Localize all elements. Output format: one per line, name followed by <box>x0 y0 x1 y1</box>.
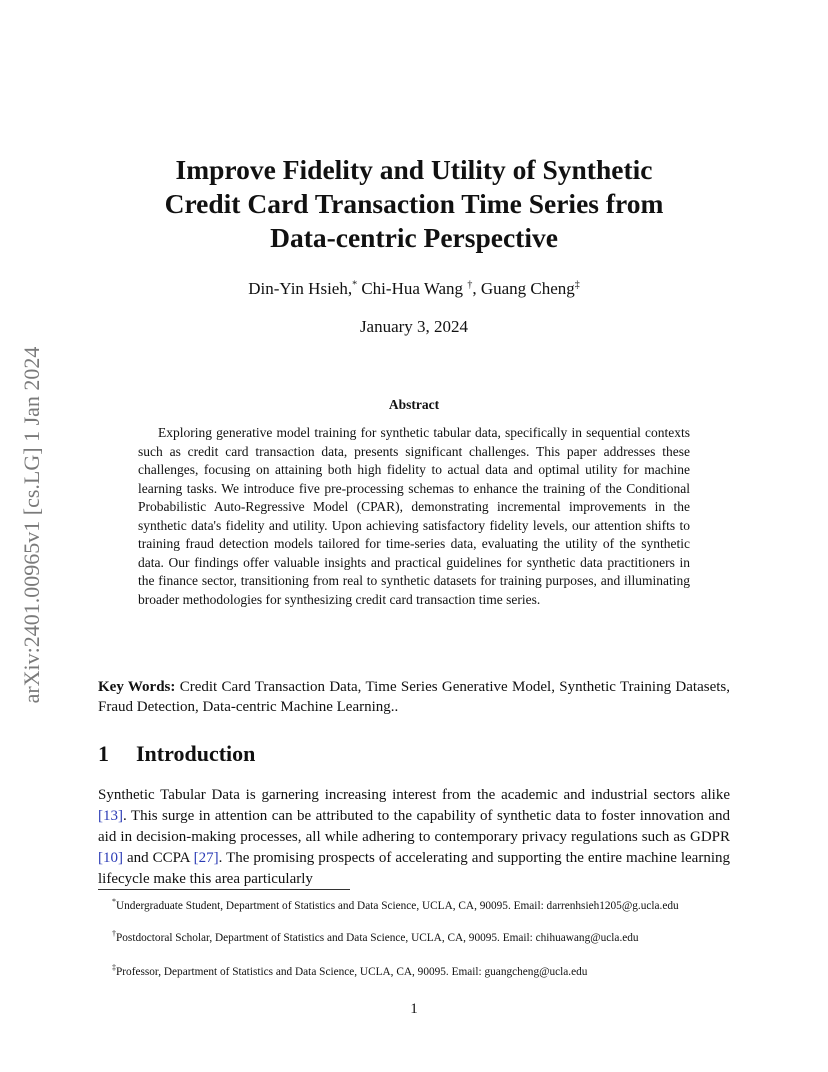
paper-title <box>98 153 730 255</box>
body-text: and CCPA <box>123 850 194 866</box>
section-heading <box>98 741 255 767</box>
footnote-text: Undergraduate Student, Department of Statistics and Data Science, UCLA, CA, 90095. Email: darrenhsieh1205@g.ucla.edu <box>116 899 679 912</box>
title-line: Data-centric Perspective <box>270 222 558 253</box>
footnote-text: Professor, Department of Statistics and Data Science, UCLA, CA, 90095. Email: guangcheng@ucla.edu <box>116 965 588 978</box>
author-name: Chi-Hua Wang <box>357 279 468 298</box>
body-text: . This surge in attention can be attributed to the capability of synthetic data to foster innovation and aid in decision-making processes, all while adhering to contemporary privacy regulations such as GDPR <box>98 808 730 845</box>
footnote-mark: * <box>112 897 116 906</box>
author-footnote-mark: † <box>467 279 473 291</box>
author-list <box>98 279 730 299</box>
paper-date: January 3, 2024 <box>359 317 469 336</box>
citation-link[interactable]: [10] <box>98 850 123 866</box>
intro-paragraph <box>98 785 730 890</box>
footnote <box>98 960 730 980</box>
author-footnote-mark: * <box>352 279 358 291</box>
citation-link[interactable]: [13] <box>98 808 123 824</box>
footnote-divider <box>98 889 350 890</box>
title-line: Improve Fidelity and Utility of Synthetic <box>175 154 653 185</box>
keywords-text: Credit Card Transaction Data, Time Series Generative Model, Synthetic Training Datasets, Fraud Detection, Data-centric Machine Learning.. <box>98 679 730 715</box>
body-text: Synthetic Tabular Data is garnering increasing interest from the academic and industrial sectors alike <box>98 787 730 803</box>
title-line: Credit Card Transaction Time Series from <box>164 188 664 219</box>
footnote <box>98 894 730 914</box>
section-number: 1 <box>98 741 109 766</box>
footnote <box>98 926 730 946</box>
keywords <box>98 677 730 717</box>
keywords-label: Key Words: <box>98 679 176 695</box>
author-footnote-mark: ‡ <box>574 279 580 291</box>
page-number: 1 <box>410 1001 418 1017</box>
section-title: Introduction <box>136 741 256 766</box>
arxiv-identifier <box>17 300 47 750</box>
footnote-mark: † <box>112 929 116 938</box>
footnote-text: Postdoctoral Scholar, Department of Statistics and Data Science, UCLA, CA, 90095. Email: chihuawang@ucla.edu <box>116 931 639 944</box>
footnote-mark: ‡ <box>112 963 116 972</box>
author-name: , Guang Cheng <box>472 279 575 298</box>
body-text: . The promising prospects of accelerating and supporting the entire machine learning lifecycle make this area particularly <box>98 850 731 887</box>
author-name: Din-Yin Hsieh, <box>248 279 353 298</box>
abstract-text: Exploring generative model training for synthetic tabular data, specifically in sequential contexts such as credit card transaction data, presents significant challenges. This paper addresses these challenges, focusing on attaining both high fidelity to actual data and optimal utility for machine learning tasks. We introduce five pre-processing schemas to enhance the training of the Conditional Probabilistic Auto-Regressive Model (CPAR), demonstrating incremental improvements in the synthetic data's fidelity and utility. Upon achieving satisfactory fidelity levels, our attention shifts to training fraud detection models tailored for time-series data, evaluating the utility of the synthetic data. Our findings offer valuable insights and practical guidelines for synthetic data practitioners in the finance sector, transitioning from real to synthetic datasets for training purposes, and illuminating broader methodologies for synthesizing credit card transaction time series. <box>138 425 690 607</box>
citation-link[interactable]: [27] <box>193 850 219 866</box>
abstract-heading: Abstract <box>388 397 440 412</box>
arxiv-id-text: arXiv:2401.00965v1 [cs.LG] 1 Jan 2024 <box>19 346 44 704</box>
